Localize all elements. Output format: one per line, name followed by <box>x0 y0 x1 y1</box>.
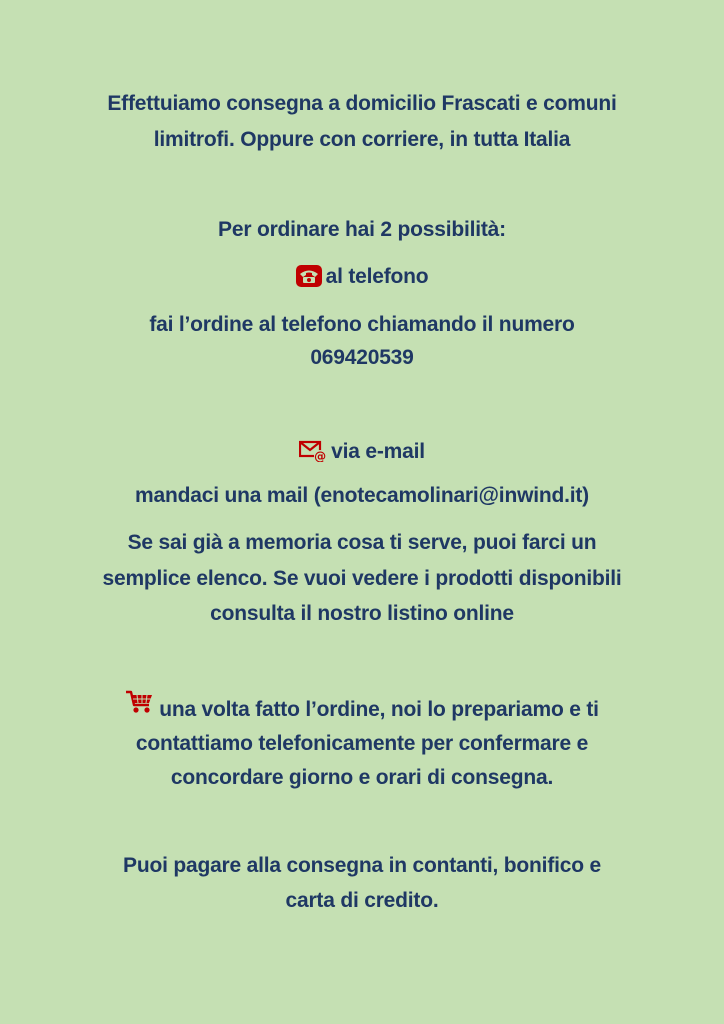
intro-line-1: Effettuiamo consegna a domicilio Frascati e comuni <box>107 92 617 115</box>
phone-option-title <box>0 264 724 294</box>
phone-option-label: al telefono <box>325 265 429 288</box>
email-note-line-3: consulta il nostro listino online <box>210 602 514 625</box>
shopping-cart-icon <box>125 690 155 723</box>
email-instructions: mandaci una mail (enotecamolinari@inwind.it) <box>135 484 589 507</box>
email-note-line-2: semplice elenco. Se vuoi vedere i prodotti disponibili <box>102 567 622 590</box>
phone-instructions: fai l’ordine al telefono chiamando il numero <box>149 313 575 336</box>
payment-line-1: Puoi pagare alla consegna in contanti, bonifico e <box>123 854 601 877</box>
process-line-1 <box>0 690 724 723</box>
process-line-2: contattiamo telefonicamente per confermare e <box>135 732 589 755</box>
svg-text:@: @ <box>314 449 327 462</box>
process-line-3: concordare giorno e orari di consegna. <box>170 766 554 789</box>
phone-number: 069420539 <box>310 346 414 369</box>
email-note-line-1: Se sai già a memoria cosa ti serve, puoi farci un <box>127 531 597 554</box>
order-heading: Per ordinare hai 2 possibilità: <box>218 218 506 241</box>
email-option-title <box>0 439 724 469</box>
payment-line-2: carta di credito. <box>285 889 439 912</box>
email-option-label: via e-mail <box>331 440 425 463</box>
email-icon <box>299 440 327 469</box>
intro-line-2: limitrofi. Oppure con corriere, in tutta Italia <box>153 128 571 151</box>
telephone-icon <box>296 265 322 294</box>
process-text-1: una volta fatto l’ordine, noi lo prepariamo e ti <box>159 698 599 721</box>
